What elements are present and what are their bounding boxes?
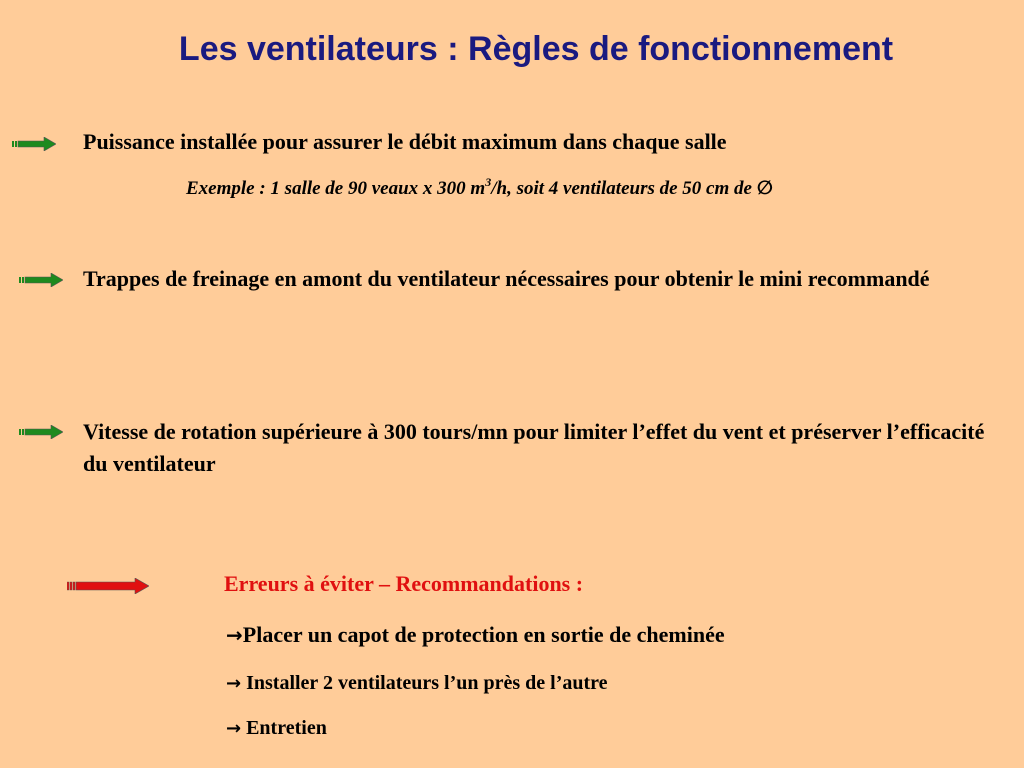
diameter-symbol: ∅ bbox=[756, 177, 773, 199]
recommendation-item bbox=[226, 717, 327, 740]
page-title: Les ventilateurs : Règles de fonctionnement bbox=[178, 30, 894, 68]
green-right-arrow-icon bbox=[19, 425, 63, 439]
recommendation-item bbox=[226, 672, 608, 695]
recommendation-text: Entretien bbox=[241, 717, 327, 739]
recommendation-text: Installer 2 ventilateurs l’un près de l’autre bbox=[241, 672, 608, 694]
green-right-arrow-icon bbox=[19, 273, 63, 287]
red-right-arrow-icon bbox=[67, 578, 149, 594]
bullet-rotation-speed: Vitesse de rotation supérieure à 300 tours/mn pour limiter l’effet du vent et préserver l’efficacité du ventilateur bbox=[83, 419, 985, 476]
bullet-installed-power: Puissance installée pour assurer le débit maximum dans chaque salle bbox=[83, 129, 727, 154]
bullet-braking-traps: Trappes de freinage en amont du ventilateur nécessaires pour obtenir le mini recommandé bbox=[83, 266, 930, 291]
example-exponent: 3 bbox=[485, 175, 492, 189]
example-text-start: Exemple : 1 salle de 90 veaux x 300 m bbox=[186, 178, 486, 199]
recommendation-text: Placer un capot de protection en sortie de cheminée bbox=[242, 622, 725, 647]
right-arrow-icon: → bbox=[226, 718, 242, 739]
recommendations-title: Erreurs à éviter – Recommandations : bbox=[224, 571, 584, 596]
right-arrow-icon: → bbox=[226, 623, 243, 647]
recommendation-item bbox=[226, 622, 725, 648]
example-line bbox=[186, 177, 773, 200]
green-right-arrow-icon bbox=[12, 137, 56, 151]
example-text-end: /h, soit 4 ventilateurs de 50 cm de bbox=[491, 178, 757, 199]
right-arrow-icon: → bbox=[226, 673, 242, 694]
